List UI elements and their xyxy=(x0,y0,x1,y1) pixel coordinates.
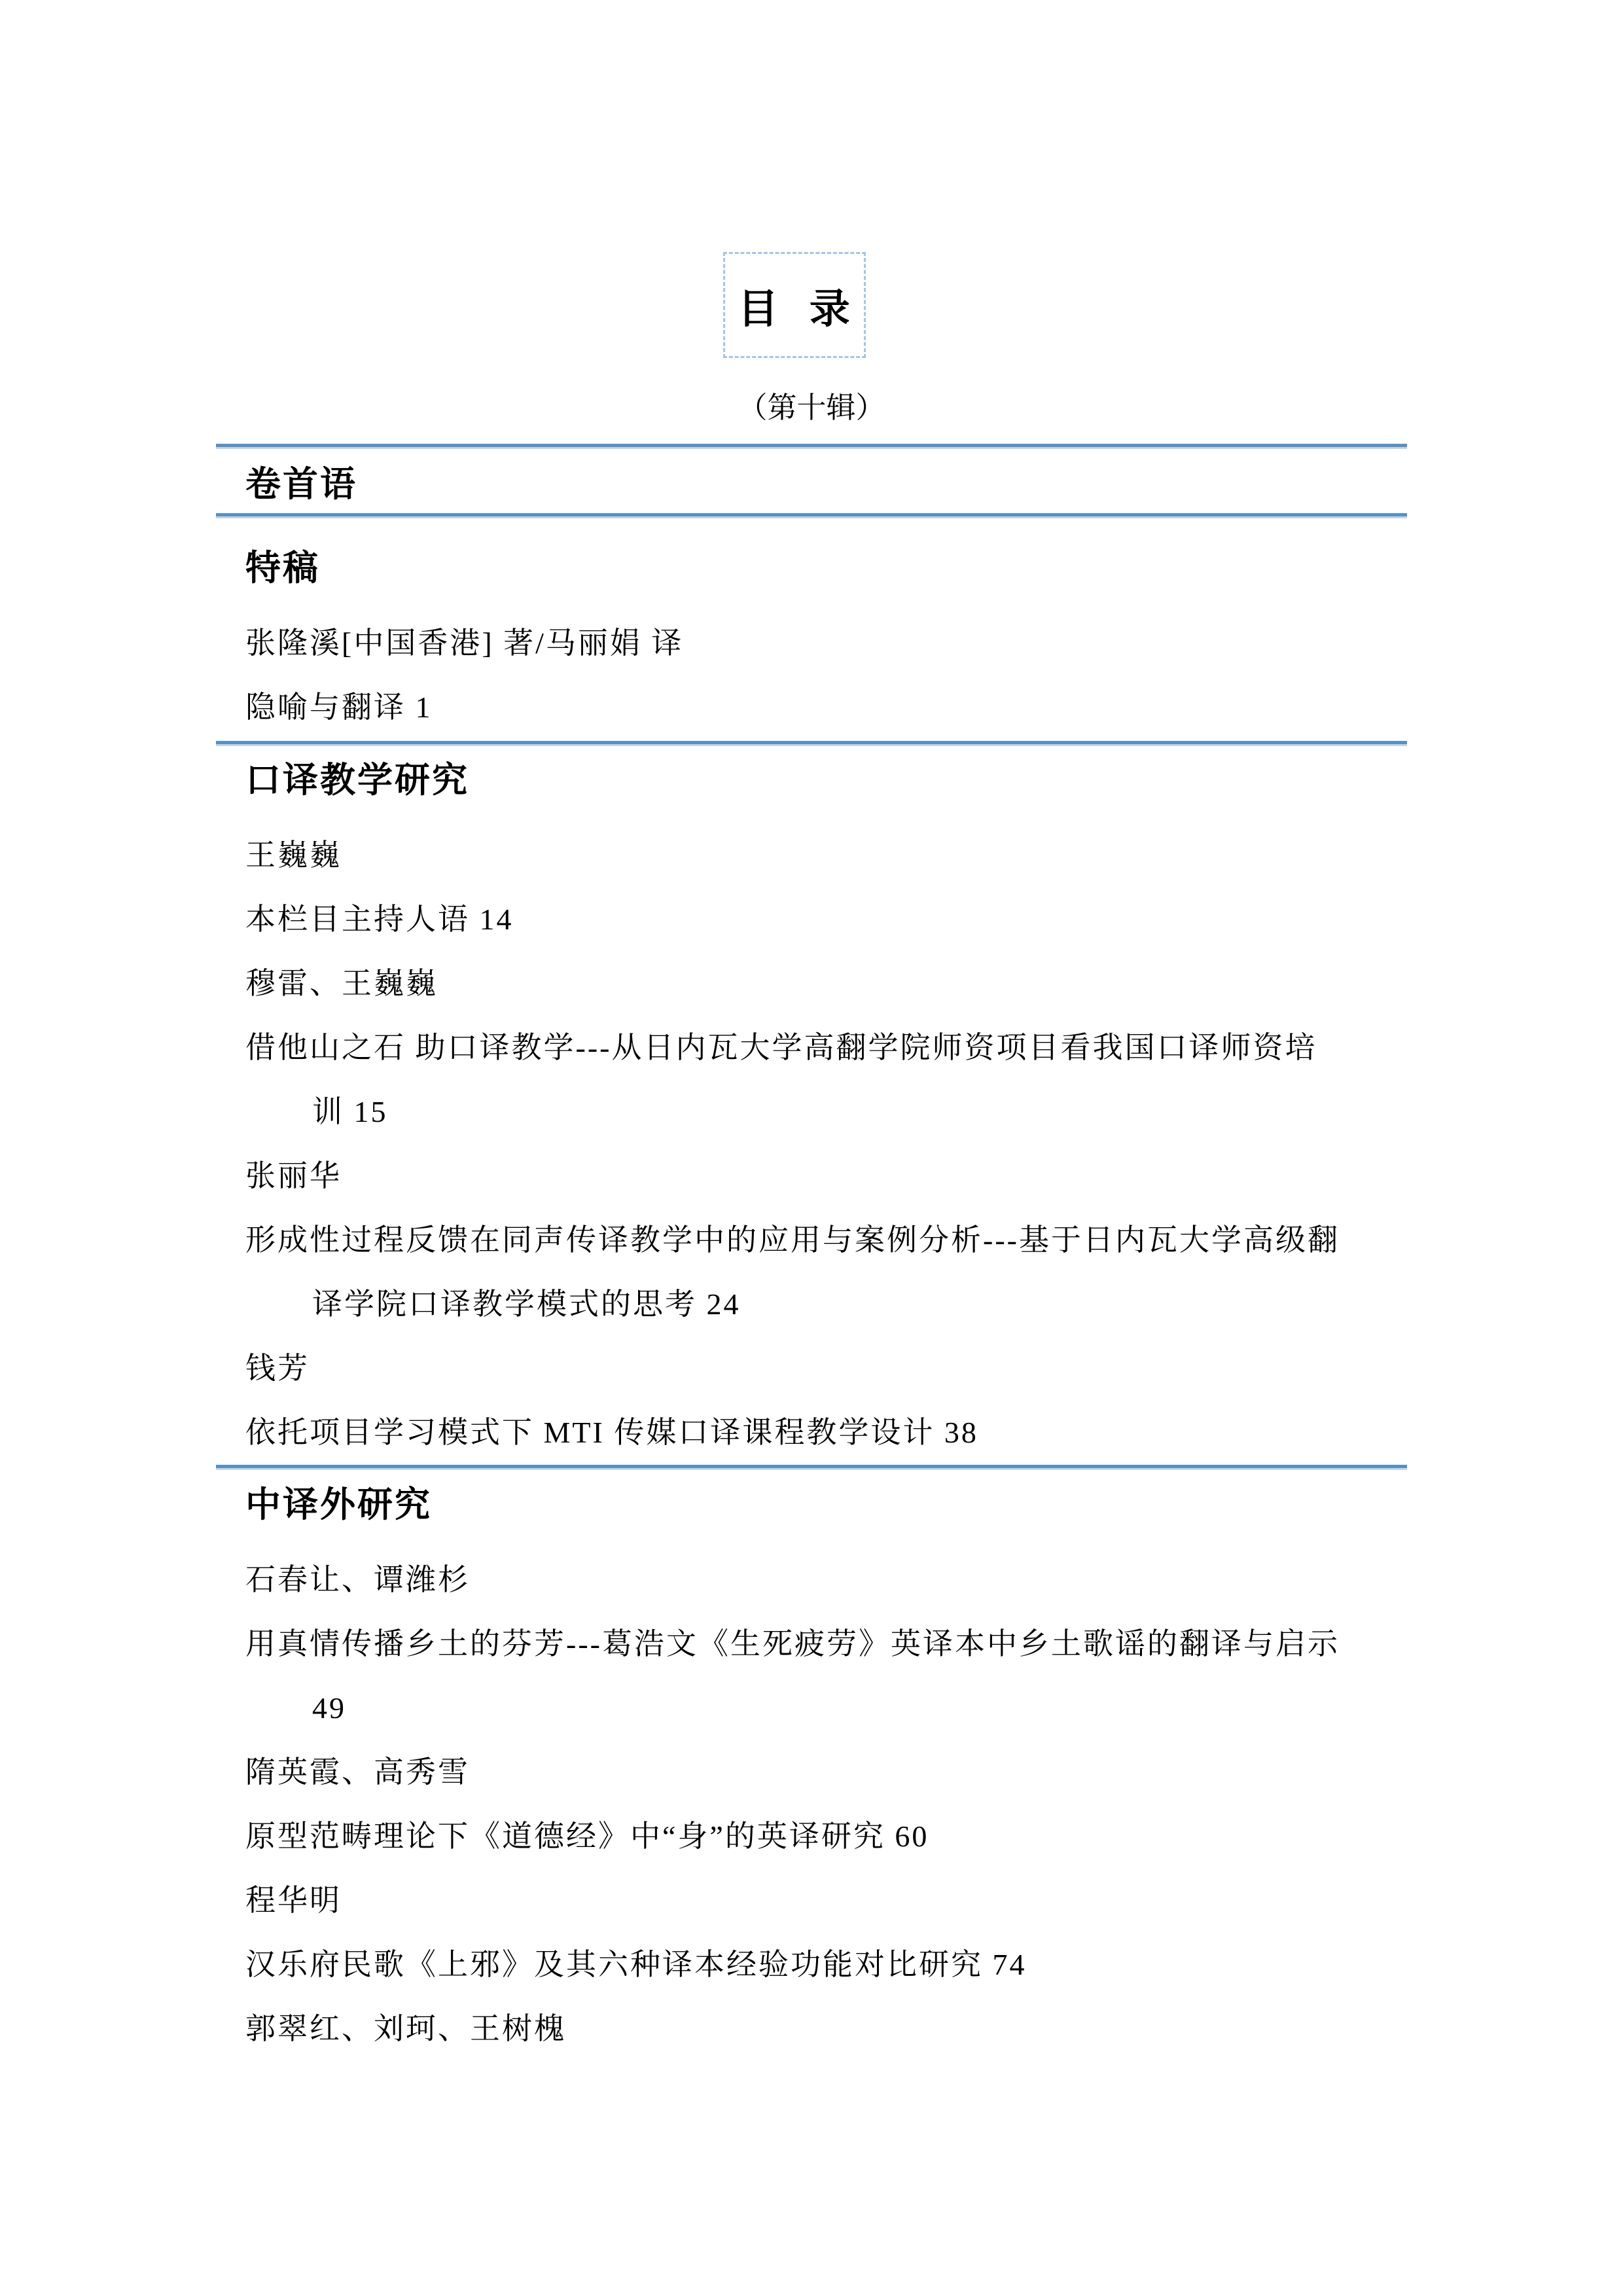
toc-author-line: 张隆溪[中国香港] 著/马丽娟 译 xyxy=(245,626,684,660)
section-heading-c-e-translation: 中译外研究 xyxy=(245,1485,432,1524)
section-heading-preface: 卷首语 xyxy=(245,465,357,504)
toc-author-line: 程华明 xyxy=(245,1884,342,1917)
toc-author-line: 张丽华 xyxy=(245,1159,342,1193)
toc-article-line: 借他山之石 助口译教学---从日内瓦大学高翻学院师资项目看我国口译师资培 xyxy=(245,1031,1317,1064)
toc-article-line: 原型范畴理论下《道德经》中“身”的英译研究 60 xyxy=(245,1820,929,1853)
toc-article-line: 用真情传播乡土的芬芳---葛浩文《生死疲劳》英译本中乡土歌谣的翻译与启示 xyxy=(245,1627,1340,1660)
toc-author-line: 钱芳 xyxy=(245,1352,310,1385)
toc-article-line-continuation: 译学院口译教学模式的思考 24 xyxy=(312,1287,741,1321)
toc-article-line-continuation: 训 15 xyxy=(312,1095,388,1128)
toc-article-line: 隐喻与翻译 1 xyxy=(245,691,433,724)
toc-author-line: 穆雷、王巍巍 xyxy=(245,967,438,1000)
toc-author-line: 郭翠红、刘珂、王树槐 xyxy=(245,2012,566,2045)
section-divider xyxy=(216,1465,1407,1470)
section-divider xyxy=(216,444,1407,449)
toc-subtitle: （第十辑） xyxy=(738,391,885,424)
toc-article-line-continuation: 49 xyxy=(312,1691,346,1725)
toc-author-line: 石春让、谭潍杉 xyxy=(245,1563,470,1596)
toc-article-line: 形成性过程反馈在同声传译教学中的应用与案例分析---基于日内瓦大学高级翻 xyxy=(245,1223,1340,1257)
section-divider xyxy=(216,513,1407,518)
section-divider xyxy=(216,741,1407,746)
toc-article-line: 本栏目主持人语 14 xyxy=(245,903,514,936)
toc-title-box xyxy=(723,252,866,358)
toc-body xyxy=(216,444,1407,2061)
section-heading-special-contribution: 特稿 xyxy=(245,548,320,588)
toc-article-line: 依托项目学习模式下 MTI 传媒口译课程教学设计 38 xyxy=(245,1416,978,1449)
toc-author-line: 王巍巍 xyxy=(245,838,342,872)
toc-title: 目 录 xyxy=(738,287,851,332)
toc-author-line: 隋英霞、高秀雪 xyxy=(245,1755,470,1789)
section-heading-interpreting-teaching: 口译教学研究 xyxy=(245,761,469,800)
toc-article-line: 汉乐府民歌《上邪》及其六种译本经验功能对比研究 74 xyxy=(245,1948,1027,1981)
